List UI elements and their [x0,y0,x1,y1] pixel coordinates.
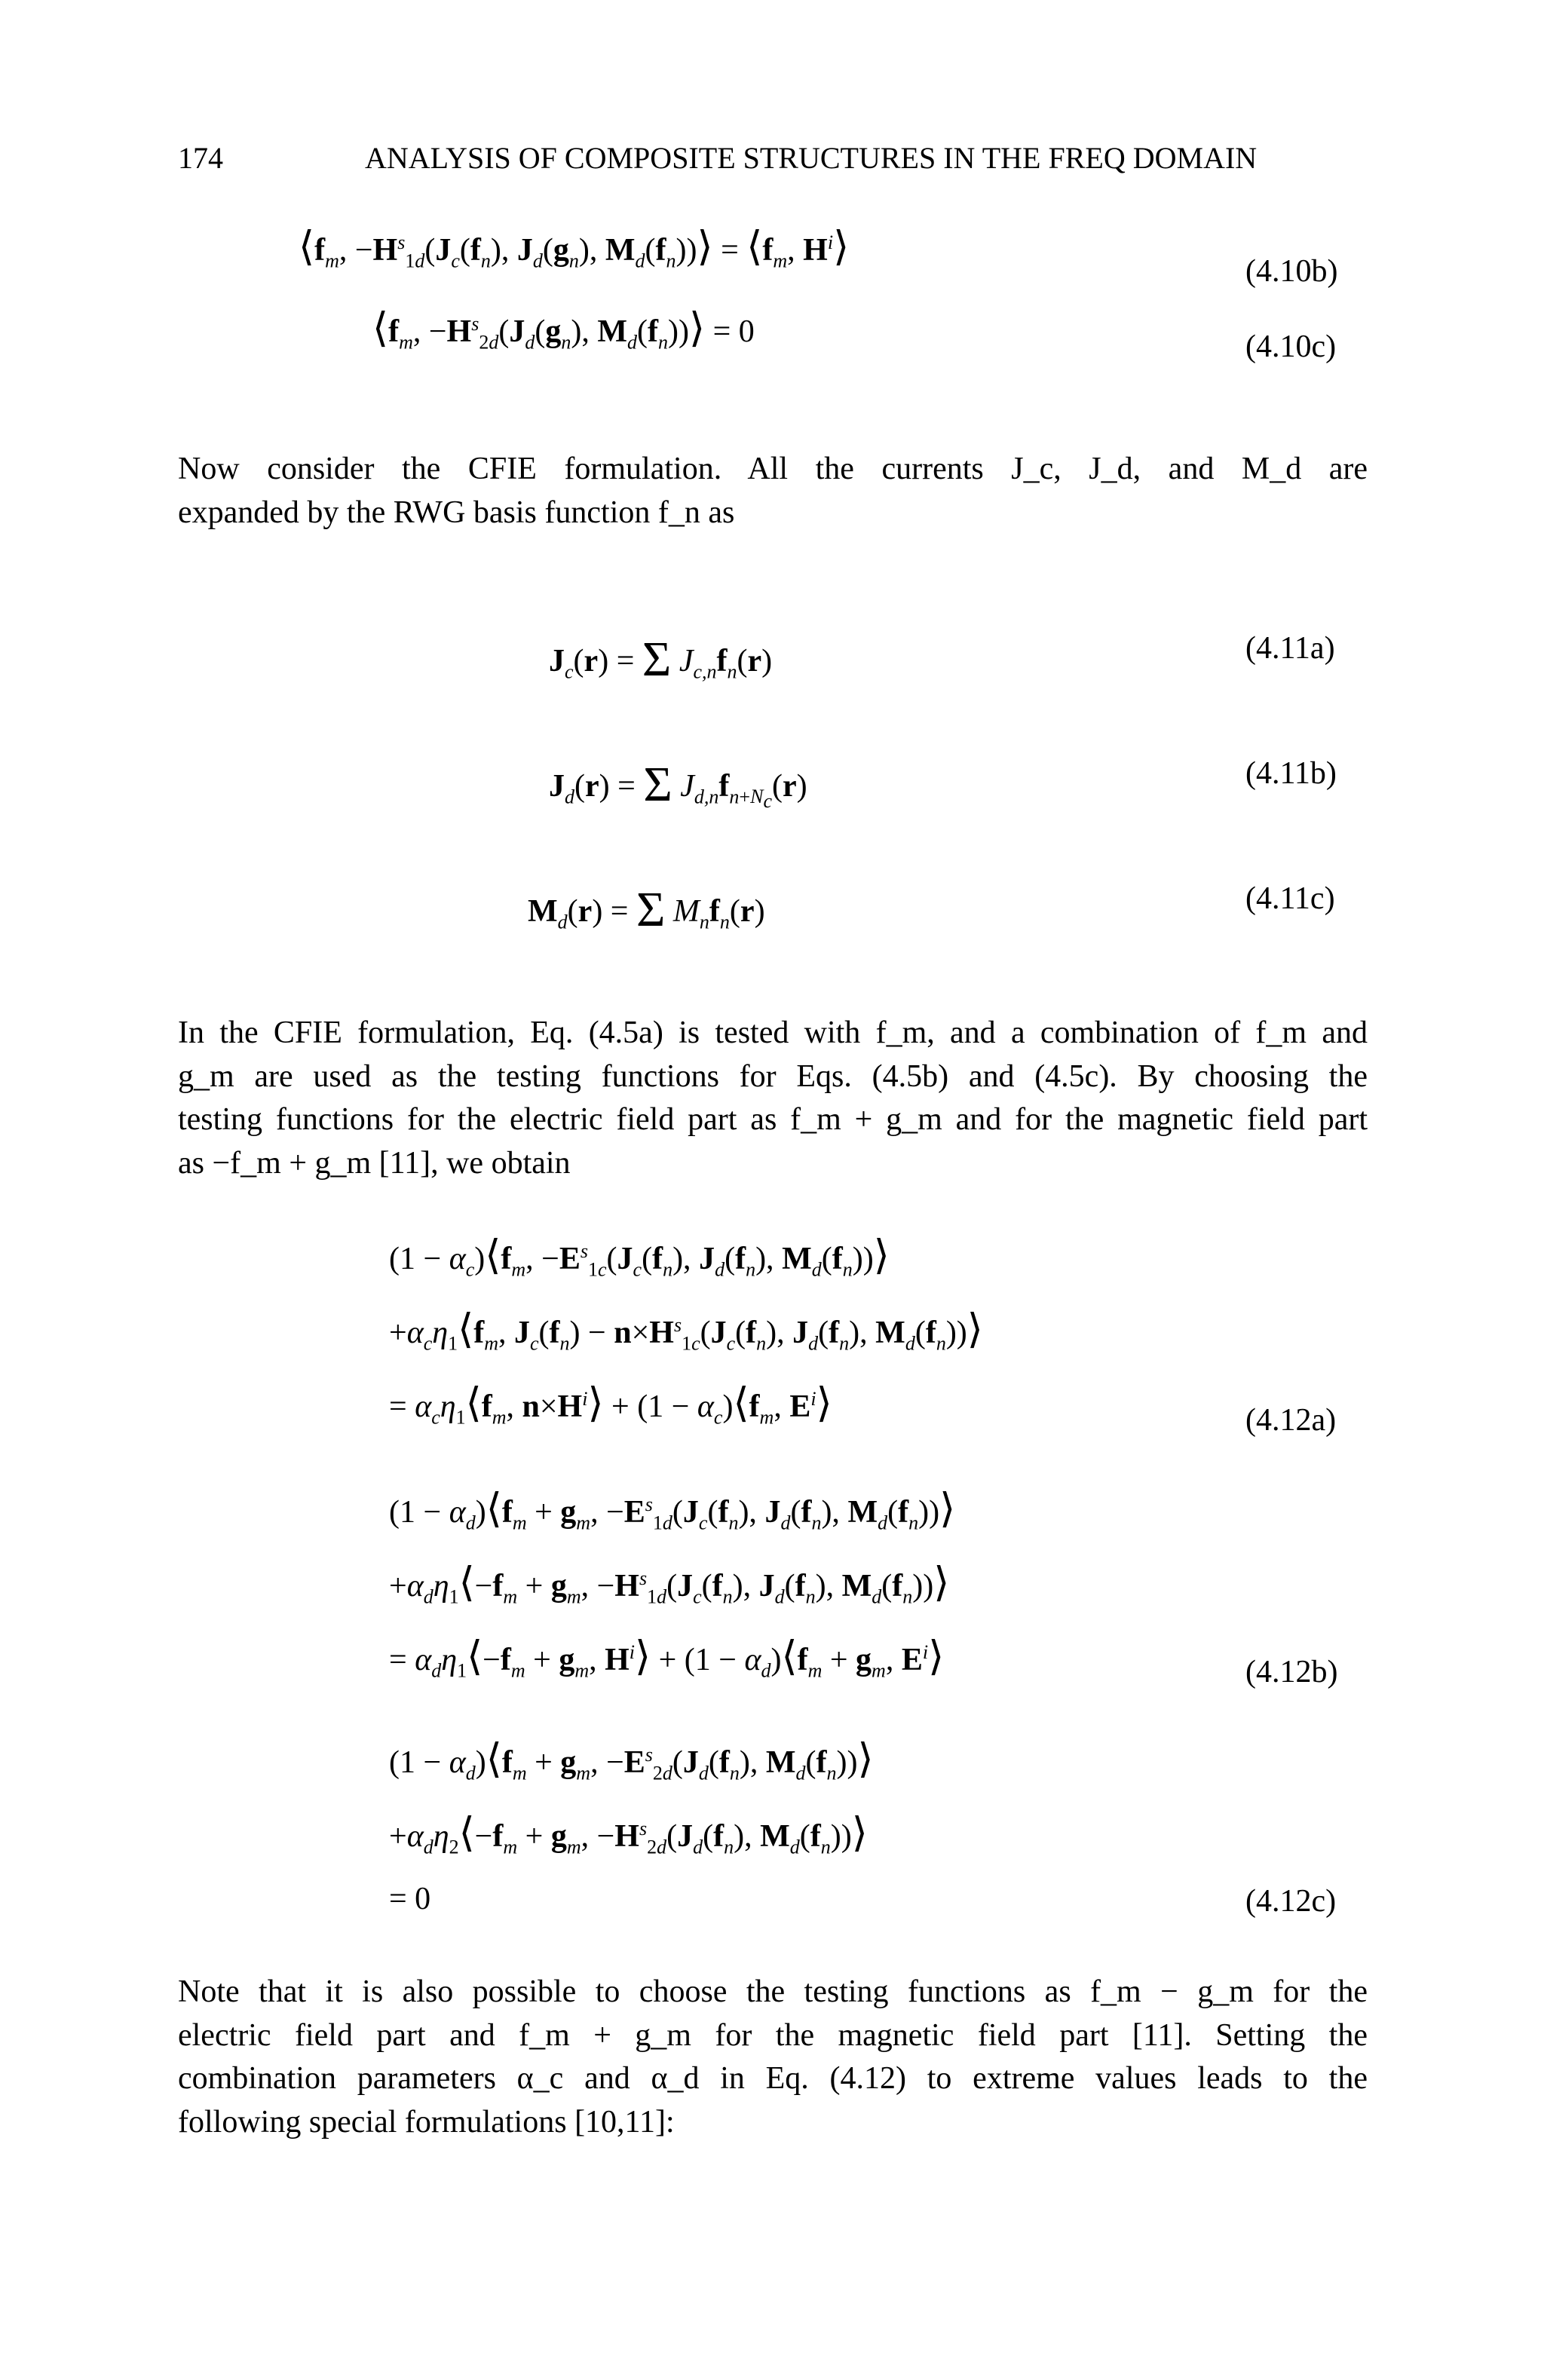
equation-number: (4.10c) [1245,329,1337,364]
paragraph-special-formulations [178,1971,1368,2144]
equation-4-12b-line3: = $\alpha_d\eta_1⟨-f_m + g_m$, $H^i⟩ + (1$ − $\alpha_d)⟨f_m + g_m$, $E^i⟩$ [389,1634,945,1682]
equation-number: (4.12b) [1245,1655,1338,1689]
equation-number: (4.12c) [1245,1884,1337,1919]
text-line: testing functions for the electric field part as f_m + g_m and for the magnetic field part [178,1102,1368,1137]
text-line: expanded by the RWG basis function f_n as [178,495,735,530]
text-line: electric field part and f_m + g_m for the magnetic field part [11]. Setting the [178,2017,1368,2053]
equation-number: (4.10b) [1245,254,1338,289]
equation-4-12a-line3: = $\alpha_c\eta_1⟨f_m$, $n\times H^i⟩ + (1$ − $\alpha_c)⟨f_m$, $E^i⟩$ [389,1380,832,1429]
equation-4-10b: $⟨f_m$, $-H^s_{1d}(J_c(f_n)$, $J_d(g_n)$, $M_d(f_n))⟩$ = $⟨f_m$, $H^i⟩$ [299,224,850,272]
page-number: 174 [178,141,223,175]
text-line: Now consider the CFIE formulation. All the currents J_c, J_d, and M_d are [178,452,1368,486]
equation-4-12c-line2: $+\alpha_d\eta_2⟨-f_m + g_m$, $-H^s_{2d}(J_d(f_n)$, $M_d(f_n))⟩$ [389,1810,868,1858]
equation-4-12b-line1: $(1 - \alpha_d)⟨f_m + g_m$, $-E^s_{1d}(J_c(f_n)$, $J_d(f_n)$, $M_d(f_n))⟩$ [389,1486,956,1534]
paragraph-cfie-intro [178,448,1368,535]
text-line: combination parameters α_c and α_d in Eq. (4.12) to extreme values leads to the [178,2061,1368,2096]
equation-4-11b: $J_d(r) = \Sigma$ $J_{d,n}f_{n+N_c}(r)$ [549,757,807,813]
equation-number: (4.12a) [1245,1403,1337,1438]
paragraph-cfie-testing [178,1012,1368,1185]
text-line: as −f_m + g_m [11], we obtain [178,1145,571,1181]
equation-number: (4.11b) [1245,756,1337,791]
equation-number: (4.11a) [1245,631,1335,666]
equation-4-12a-line2: $+\alpha_c\eta_1⟨f_m$, $J_c(f_n) - n\times H^s_{1c}(J_c(f_n)$, $J_d(f_n)$, $M_d(f_n))⟩$ [389,1306,983,1355]
equation-4-12c-line3: = 0 [389,1882,431,1916]
running-title: ANALYSIS OF COMPOSITE STRUCTURES IN THE FREQ DOMAIN [365,141,1258,175]
equation-4-10c: $⟨f_m$, $-H^s_{2d}(J_d(g_n)$, $M_d(f_n))⟩ = 0$ [372,305,755,354]
equation-4-11c: $M_d(r) = \Sigma$ $M_nf_n(r)$ [528,882,765,937]
equation-4-11a: $J_c(r) = \Sigma$ $J_{c,n}f_n(r)$ [549,632,773,687]
text-line: g_m are used as the testing functions for Eqs. (4.5b) and (4.5c). By choosing the [178,1058,1368,1094]
equation-number: (4.11c) [1245,881,1335,916]
equation-4-12c-line1: $(1 - \alpha_d)⟨f_m + g_m$, $-E^s_{2d}(J_d(f_n)$, $M_d(f_n))⟩$ [389,1736,874,1784]
equation-4-12b-line2: $+\alpha_d\eta_1⟨-f_m + g_m$, $-H^s_{1d}(J_c(f_n)$, $J_d(f_n)$, $M_d(f_n))⟩$ [389,1560,950,1608]
equation-4-12a-line1: $(1 - \alpha_c)⟨f_m$, $-E^s_{1c}(J_c(f_n)$, $J_d(f_n)$, $M_d(f_n))⟩$ [389,1233,890,1281]
text-line: In the CFIE formulation, Eq. (4.5a) is tested with f_m, and a combination of f_m and [178,1015,1368,1050]
text-line: Note that it is also possible to choose the testing functions as f_m − g_m for the [178,1974,1368,2009]
text-line: following special formulations [10,11]: [178,2104,675,2140]
